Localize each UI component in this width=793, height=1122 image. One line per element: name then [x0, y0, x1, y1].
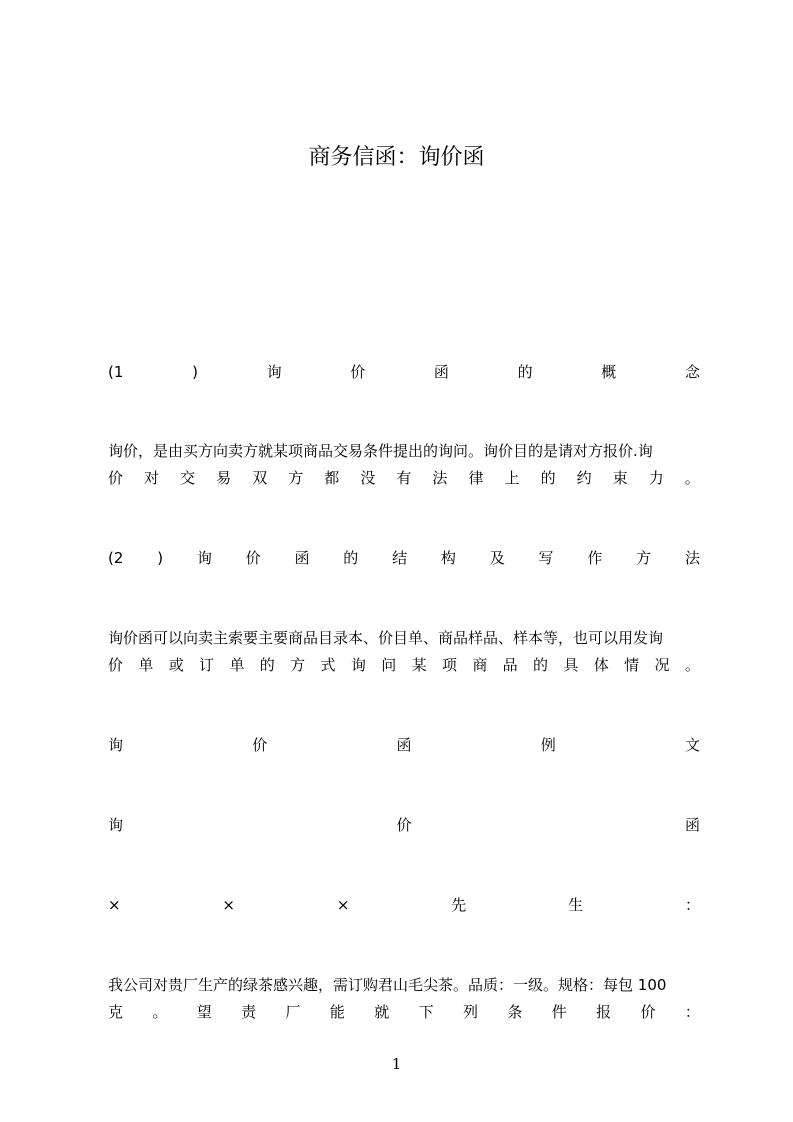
justified-char: 况: [654, 656, 670, 674]
justified-char: 力: [648, 469, 664, 487]
justified-char: 作: [587, 549, 603, 567]
heading-1: [108, 360, 700, 384]
justified-char: 条: [507, 1003, 523, 1021]
justified-char: 法: [432, 469, 448, 487]
justified-char: 写: [538, 549, 554, 567]
justified-char: ×: [222, 896, 235, 914]
justified-char: ×: [336, 896, 350, 914]
justified-char: 具: [563, 656, 579, 674]
justified-char: 概: [601, 363, 617, 381]
justified-char: 易: [216, 469, 232, 487]
justified-char: 函: [396, 736, 412, 754]
justified-char: 方: [290, 656, 306, 674]
justified-char: 价: [245, 549, 261, 567]
justified-char: 的: [540, 469, 556, 487]
para2-line2: [108, 653, 700, 677]
justified-char: 订: [199, 656, 215, 674]
justified-char: 或: [168, 656, 184, 674]
justified-char: 上: [504, 469, 520, 487]
justified-char: 情: [624, 656, 640, 674]
justified-char: ：: [684, 1003, 700, 1021]
justified-char: 克: [108, 1003, 124, 1021]
justified-char: 单: [138, 656, 154, 674]
justified-char: 品: [502, 656, 518, 674]
justified-char: 生: [568, 896, 584, 914]
justified-char: 先: [451, 896, 467, 914]
justified-char: 对: [144, 469, 160, 487]
justified-char: 询: [350, 656, 366, 674]
justified-char: 函: [294, 549, 310, 567]
justified-char: 责: [241, 1003, 257, 1021]
justified-char: ): [192, 363, 198, 381]
justified-char: 的: [259, 656, 275, 674]
justified-char: 价: [396, 816, 412, 834]
heading-2: [108, 546, 700, 570]
para1-line1: 询价，是由买方向卖方就某项商品交易条件提出的询问。询价目的是请对方报价.询: [108, 442, 653, 460]
justified-char: 约: [576, 469, 592, 487]
justified-char: 结: [392, 549, 408, 567]
justified-char: 列: [463, 1003, 479, 1021]
justified-char: 价: [108, 469, 124, 487]
justified-char: 商: [472, 656, 488, 674]
justified-char: 下: [418, 1003, 434, 1021]
justified-char: 律: [468, 469, 484, 487]
justified-char: 价: [640, 1003, 656, 1021]
salutation: [108, 893, 700, 917]
justified-char: 的: [533, 656, 549, 674]
page-number: 1: [391, 1055, 402, 1073]
justified-char: 体: [593, 656, 609, 674]
justified-char: 询: [108, 816, 124, 834]
example-heading: [108, 733, 700, 757]
justified-char: 都: [324, 469, 340, 487]
justified-char: 询: [196, 549, 212, 567]
justified-char: 价: [252, 736, 268, 754]
justified-char: ：: [684, 896, 700, 914]
para2-line1: 询价函可以向卖主索要主要商品目录本、价目单、商品样品、样本等，也可以用发询: [108, 629, 664, 647]
justified-char: 函: [433, 363, 449, 381]
justified-char: 文: [684, 736, 700, 754]
justified-char: 望: [196, 1003, 212, 1021]
justified-char: 。: [684, 656, 700, 674]
para1-line2: [108, 466, 700, 490]
justified-char: 某: [411, 656, 427, 674]
justified-char: 式: [320, 656, 336, 674]
justified-char: 例: [540, 736, 556, 754]
justified-char: 双: [252, 469, 268, 487]
justified-char: 件: [551, 1003, 567, 1021]
justified-char: 方: [288, 469, 304, 487]
justified-char: 项: [441, 656, 457, 674]
justified-char: 交: [180, 469, 196, 487]
justified-char: 询: [266, 363, 282, 381]
justified-char: 价: [350, 363, 366, 381]
justified-char: 。: [152, 1003, 168, 1021]
justified-char: 有: [396, 469, 412, 487]
justified-char: 念: [684, 363, 700, 381]
justified-char: ): [157, 549, 164, 567]
justified-char: 报: [596, 1003, 612, 1021]
justified-char: 构: [440, 549, 456, 567]
justified-char: 价: [108, 656, 124, 674]
justified-char: 单: [229, 656, 245, 674]
justified-char: 。: [684, 469, 700, 487]
justified-char: 就: [374, 1003, 390, 1021]
justified-char: 函: [684, 816, 700, 834]
justified-char: 的: [517, 363, 533, 381]
justified-char: 束: [612, 469, 628, 487]
para3-line2: [108, 1000, 700, 1024]
justified-char: 方: [636, 549, 652, 567]
justified-char: 问: [381, 656, 397, 674]
justified-char: ×: [108, 896, 121, 914]
justified-char: 能: [329, 1003, 345, 1021]
justified-char: (2: [108, 549, 124, 567]
justified-char: 厂: [285, 1003, 301, 1021]
justified-char: 及: [489, 549, 505, 567]
justified-char: 没: [360, 469, 376, 487]
para3-line1: 我公司对贵厂生产的绿茶感兴趣，需订购君山毛尖茶。品质：一级。规格：每包 100: [108, 976, 667, 994]
letter-title: [108, 813, 700, 837]
justified-char: 的: [343, 549, 359, 567]
justified-char: (1: [108, 363, 124, 381]
document-title: 商务信函：询价函: [308, 145, 485, 170]
justified-char: 法: [684, 549, 700, 567]
justified-char: 询: [108, 736, 124, 754]
